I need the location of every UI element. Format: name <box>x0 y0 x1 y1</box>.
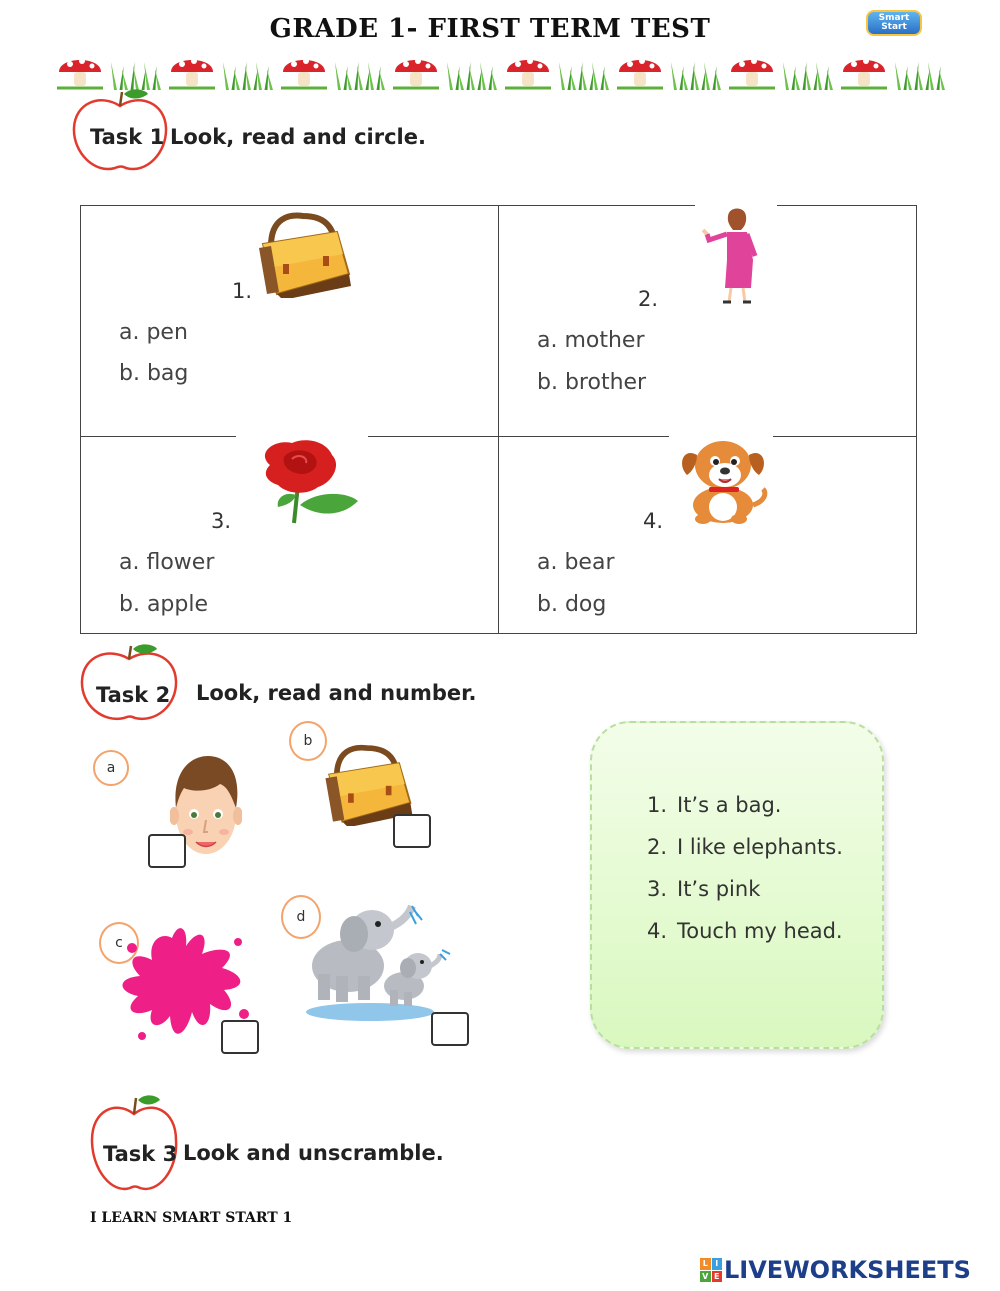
smart-start-logo: Smart Start <box>866 10 922 36</box>
option-a[interactable]: a. mother <box>537 328 645 353</box>
mushroom-icon <box>839 50 889 90</box>
option-a[interactable]: a. pen <box>119 320 188 345</box>
task1-cell-1 <box>81 206 499 437</box>
answer-box-c[interactable] <box>221 1020 259 1054</box>
sentence-text: It’s pink <box>677 877 761 901</box>
option-b[interactable]: b. apple <box>119 592 209 617</box>
sentence-number: 2. <box>647 835 668 859</box>
sentences-list <box>647 793 843 961</box>
task1-cell-4 <box>499 437 917 634</box>
option-b[interactable]: b. dog <box>537 592 607 617</box>
mushroom-icon <box>615 50 665 90</box>
sentence-number: 3. <box>647 877 668 901</box>
option-a[interactable]: a. bear <box>537 550 615 575</box>
answer-box-a[interactable] <box>148 834 186 868</box>
liveworksheets-brand <box>700 1256 971 1284</box>
grass-icon <box>895 56 945 90</box>
question-number: 4. <box>643 509 664 533</box>
rose-icon <box>236 435 368 527</box>
logo-letter: V <box>700 1271 711 1283</box>
logo-letter: L <box>700 1258 711 1270</box>
decorative-border <box>55 50 945 90</box>
task2-instruction: Look, read and number. <box>196 681 477 705</box>
page-title: GRADE 1- FIRST TERM TEST <box>269 14 711 44</box>
option-a[interactable]: a. flower <box>119 550 215 575</box>
grass-icon <box>111 56 161 90</box>
letter-circle-a: a <box>93 750 129 786</box>
logo-letter: I <box>712 1258 723 1270</box>
grass-icon <box>671 56 721 90</box>
task1-table <box>80 205 917 634</box>
mushroom-icon <box>167 50 217 90</box>
option-b[interactable]: b. bag <box>119 361 189 386</box>
woman-icon <box>695 204 777 306</box>
task1-cell-3 <box>81 437 499 634</box>
sentence-text: I like elephants. <box>677 835 843 859</box>
grass-icon <box>335 56 385 90</box>
task3-instruction: Look and unscramble. <box>183 1141 444 1165</box>
elephants-icon <box>300 900 452 1022</box>
task1-cell-2 <box>499 206 917 437</box>
sentence-text: Touch my head. <box>677 919 843 943</box>
question-number: 2. <box>638 287 659 311</box>
grass-icon <box>447 56 497 90</box>
task1-instruction: Look, read and circle. <box>170 125 426 149</box>
liveworksheets-logo-icon <box>700 1258 722 1282</box>
mushroom-icon <box>55 50 105 90</box>
bag-icon <box>249 208 355 298</box>
letter-circle-c: c <box>99 922 139 964</box>
sentence-number: 4. <box>647 919 668 943</box>
mushroom-icon <box>391 50 441 90</box>
dog-icon <box>669 435 773 527</box>
answer-box-b[interactable] <box>393 814 431 848</box>
mushroom-icon <box>503 50 553 90</box>
brand-name: LIVEWORKSHEETS <box>724 1256 971 1284</box>
option-b[interactable]: b. brother <box>537 370 647 395</box>
question-number: 3. <box>211 509 232 533</box>
sentence-item <box>647 919 843 961</box>
task1-label: Task 1 <box>90 125 165 149</box>
task3-label: Task 3 <box>103 1142 178 1166</box>
mushroom-icon <box>727 50 777 90</box>
sentence-text: It’s a bag. <box>677 793 782 817</box>
task2-label: Task 2 <box>96 683 171 707</box>
mushroom-icon <box>279 50 329 90</box>
sentences-panel <box>590 721 884 1049</box>
letter-circle-b: b <box>289 721 327 761</box>
sentence-item <box>647 877 843 919</box>
grass-icon <box>223 56 273 90</box>
sentence-item <box>647 835 843 877</box>
grass-icon <box>559 56 609 90</box>
logo-letter: E <box>712 1271 723 1283</box>
question-number: 1. <box>232 279 253 303</box>
answer-box-d[interactable] <box>431 1012 469 1046</box>
book-title: I LEARN SMART START 1 <box>90 1210 293 1226</box>
sentence-item <box>647 793 843 835</box>
sentence-number: 1. <box>647 793 668 817</box>
letter-circle-d: d <box>281 895 321 939</box>
grass-icon <box>783 56 833 90</box>
